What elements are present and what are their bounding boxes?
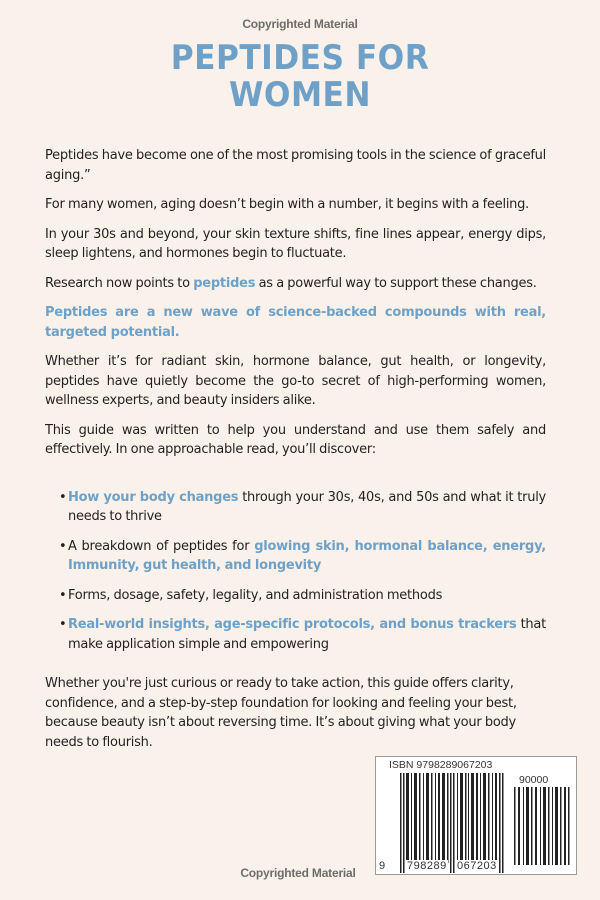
back-cover-text xyxy=(45,146,546,762)
title-line-1: PEPTIDES FOR xyxy=(170,38,430,78)
feature-list xyxy=(59,488,546,655)
title-line-2: WOMEN xyxy=(228,75,372,115)
research-text-end: as a powerful way to support these changes. xyxy=(255,275,537,291)
feature-item xyxy=(59,586,546,606)
closing-paragraph: Whether you're just curious or ready to take action, this guide offers clarity, confidence, and a step-by-step foundation for looking and feeling your best, because beauty isn’t about reversing time. It’s about giving what your body needs to flourish. xyxy=(45,676,517,750)
research-text: Research now points to xyxy=(45,275,194,291)
feature-item xyxy=(59,537,546,576)
barcode-digit-first: 9 xyxy=(379,860,386,872)
book-title xyxy=(24,40,576,114)
copyright-watermark-top: Copyrighted Material xyxy=(242,17,358,31)
copyright-watermark-bottom: Copyrighted Material xyxy=(240,866,356,880)
feature-item xyxy=(59,615,546,654)
peptides-highlight: peptides xyxy=(193,275,256,291)
price-addon-label: 90000 xyxy=(519,774,549,786)
feature-text: that make application simple and empowering xyxy=(68,617,546,652)
benefits-paragraph: Whether it’s for radiant skin, hormone balance, gut health, or longevity, peptides have quietly become the go-to secret of high-performing women, wellness experts, and beauty insiders alike. xyxy=(45,354,546,408)
feeling-paragraph: For many women, aging doesn’t begin with a number, it begins with a feeling. xyxy=(45,197,530,212)
feature-highlight: How your body changes xyxy=(68,489,239,505)
feature-text: through your 30s, 40s, and 50s and what it truly needs to thrive xyxy=(68,489,546,524)
guide-paragraph: This guide was written to help you understand and use them safely and effectively. In one approachable read, you’ll discover: xyxy=(45,422,546,457)
feature-highlight: Real-world insights, age-specific protocols, and bonus trackers xyxy=(68,617,517,632)
barcode-bars-icon xyxy=(400,773,504,873)
feature-text: Forms, dosage, safety, legality, and administration methods xyxy=(68,587,443,603)
research-paragraph xyxy=(45,274,546,294)
barcode-digits-group-1: 798289 xyxy=(407,860,447,872)
highlight-paragraph: Peptides are a new wave of science-backed compounds with real, targeted potential. xyxy=(45,305,546,340)
addon-barcode-bars-icon xyxy=(514,787,570,865)
isbn-label: ISBN 9798289067203 xyxy=(389,759,493,771)
feature-highlight: glowing skin, hormonal balance, energy, Immunity, gut health, and longevity xyxy=(68,538,546,573)
isbn-barcode xyxy=(375,756,577,875)
barcode-digits-group-2: 067203 xyxy=(457,860,497,872)
feature-item xyxy=(59,488,546,527)
changes-paragraph: In your 30s and beyond, your skin texture shifts, fine lines appear, energy dips, sleep lightens, and hormones begin to fluctuate. xyxy=(45,226,546,261)
intro-paragraph: Peptides have become one of the most promising tools in the science of graceful aging.” xyxy=(45,148,546,183)
feature-text: A breakdown of peptides for xyxy=(68,538,255,554)
